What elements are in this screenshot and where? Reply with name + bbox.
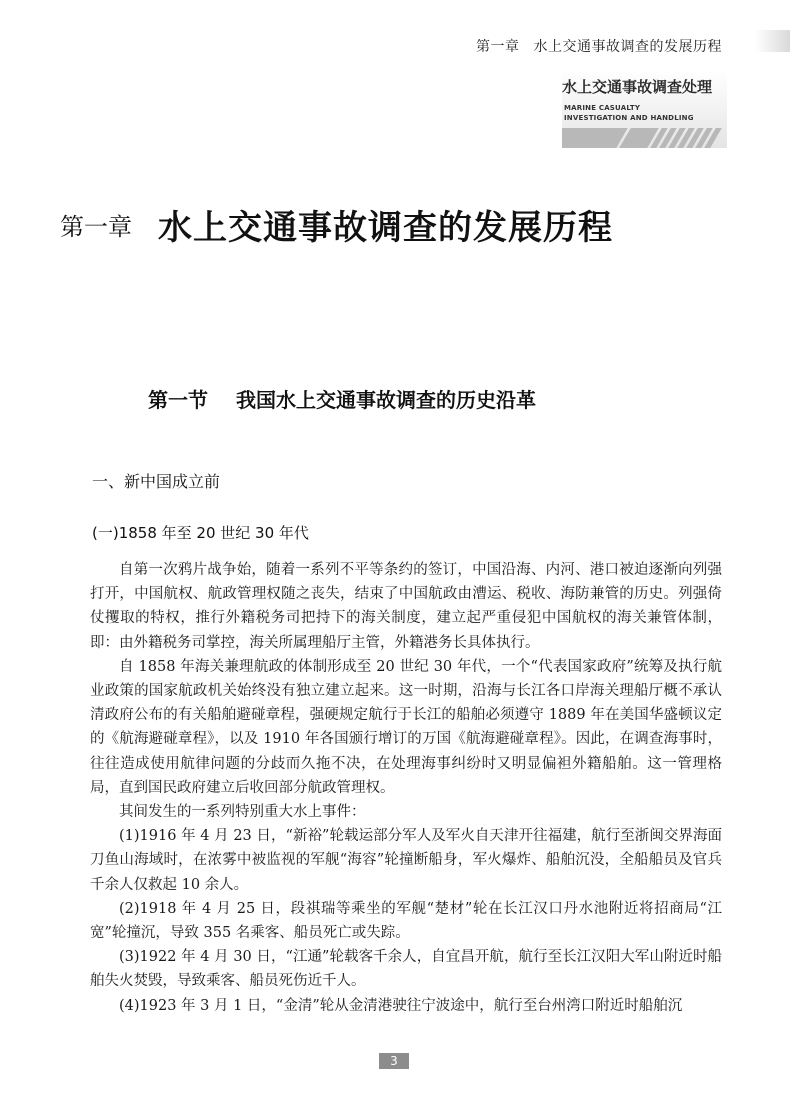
brand-title: 水上交通事故调查处理 (562, 78, 713, 96)
heading-level-2: (一)1858 年至 20 世纪 30 年代 (92, 524, 309, 542)
heading-level-1: 一、新中国成立前 (92, 472, 221, 491)
chapter-number: 第一章 (60, 213, 132, 241)
paragraph: 自第一次鸦片战争始，随着一系列不平等条约的签订，中国沿海、内河、港口被迫逐渐向列强打开，中国航权、航政管理权随之丧失，结束了中国航政由漕运、税收、海防兼管的历史。列强倚仗攫取的特权，推行外籍税务司把持下的海关制度，建立起严重侵犯中国航权的海关兼管体制，即：由外籍税务司掌控，海关所属理船厅主管，外籍港务长具体执行。 (90, 562, 722, 651)
chapter-name: 水上交通事故调查的发展历程 (158, 208, 613, 248)
header-gradient (755, 30, 790, 52)
chapter-title (60, 200, 613, 249)
paragraph: 其间发生的一系列特别重大水上事件： (119, 804, 366, 821)
section-name: 我国水上交通事故调查的历史沿革 (236, 388, 536, 412)
paragraph: (1)1916 年 4 月 23 日，“新裕”轮载运部分军人及军火自天津开往福建，航行至浙闽交界海面刀鱼山海域时，在浓雾中被监视的军舰“海容”轮撞断船身，军火爆炸、船舶沉没，全船船员及官兵千余人仅救起 10 余人。 (90, 828, 722, 893)
brand-subtitle: MARINE CASUALTY INVESTIGATION AND HANDLING (564, 104, 694, 122)
paragraph: 自 1858 年海关兼理航政的体制形成至 20 世纪 30 年代，一个“代表国家政府”统筹及执行航业政策的国家航政机关始终没有独立建立起来。这一时期，沿海与长江各口岸海关理船厅概不承认清政府公布的有关船舶避碰章程，强硬规定航行于长江的船舶必须遵守 1889 年在美国华盛顿议定的《航海避碰章程》，以及 1910 年各国颁行增订的万国《航海避碰章程》。因此，在调查海事时，往往造成使用航律问题的分歧而久拖不决，在处理海事纠纷时又明显偏袒外籍船舶。这一管理格局，直到国民政府建立后收回部分航政管理权。 (90, 658, 722, 796)
running-head-chapter-title: 水上交通事故调查的发展历程 (533, 39, 722, 55)
brand-logo (562, 70, 727, 148)
running-head-chapter-label: 第一章 (476, 39, 520, 55)
page-number: 3 (379, 1053, 409, 1069)
body-text (90, 558, 722, 1018)
paragraph: (4)1923 年 3 月 1 日，“金清”轮从金清港驶往宁波途中，航行至台州湾口附近时船舶沉 (119, 997, 683, 1014)
running-head (476, 36, 722, 56)
paragraph: (3)1922 年 4 月 30 日，“江通”轮载客千余人，自宜昌开航，航行至长江汉阳大军山附近时船舶失火焚毁，导致乘客、船员死伤近千人。 (90, 949, 722, 990)
section-title (148, 384, 536, 413)
section-number: 第一节 (148, 388, 208, 412)
paragraph: (2)1918 年 4 月 25 日，段祺瑞等乘坐的军舰“楚材”轮在长江汉口丹水池附近将招商局“江宽”轮撞沉，导致 355 名乘客、船员死亡或失踪。 (90, 900, 722, 942)
brand-stripes (562, 128, 727, 148)
